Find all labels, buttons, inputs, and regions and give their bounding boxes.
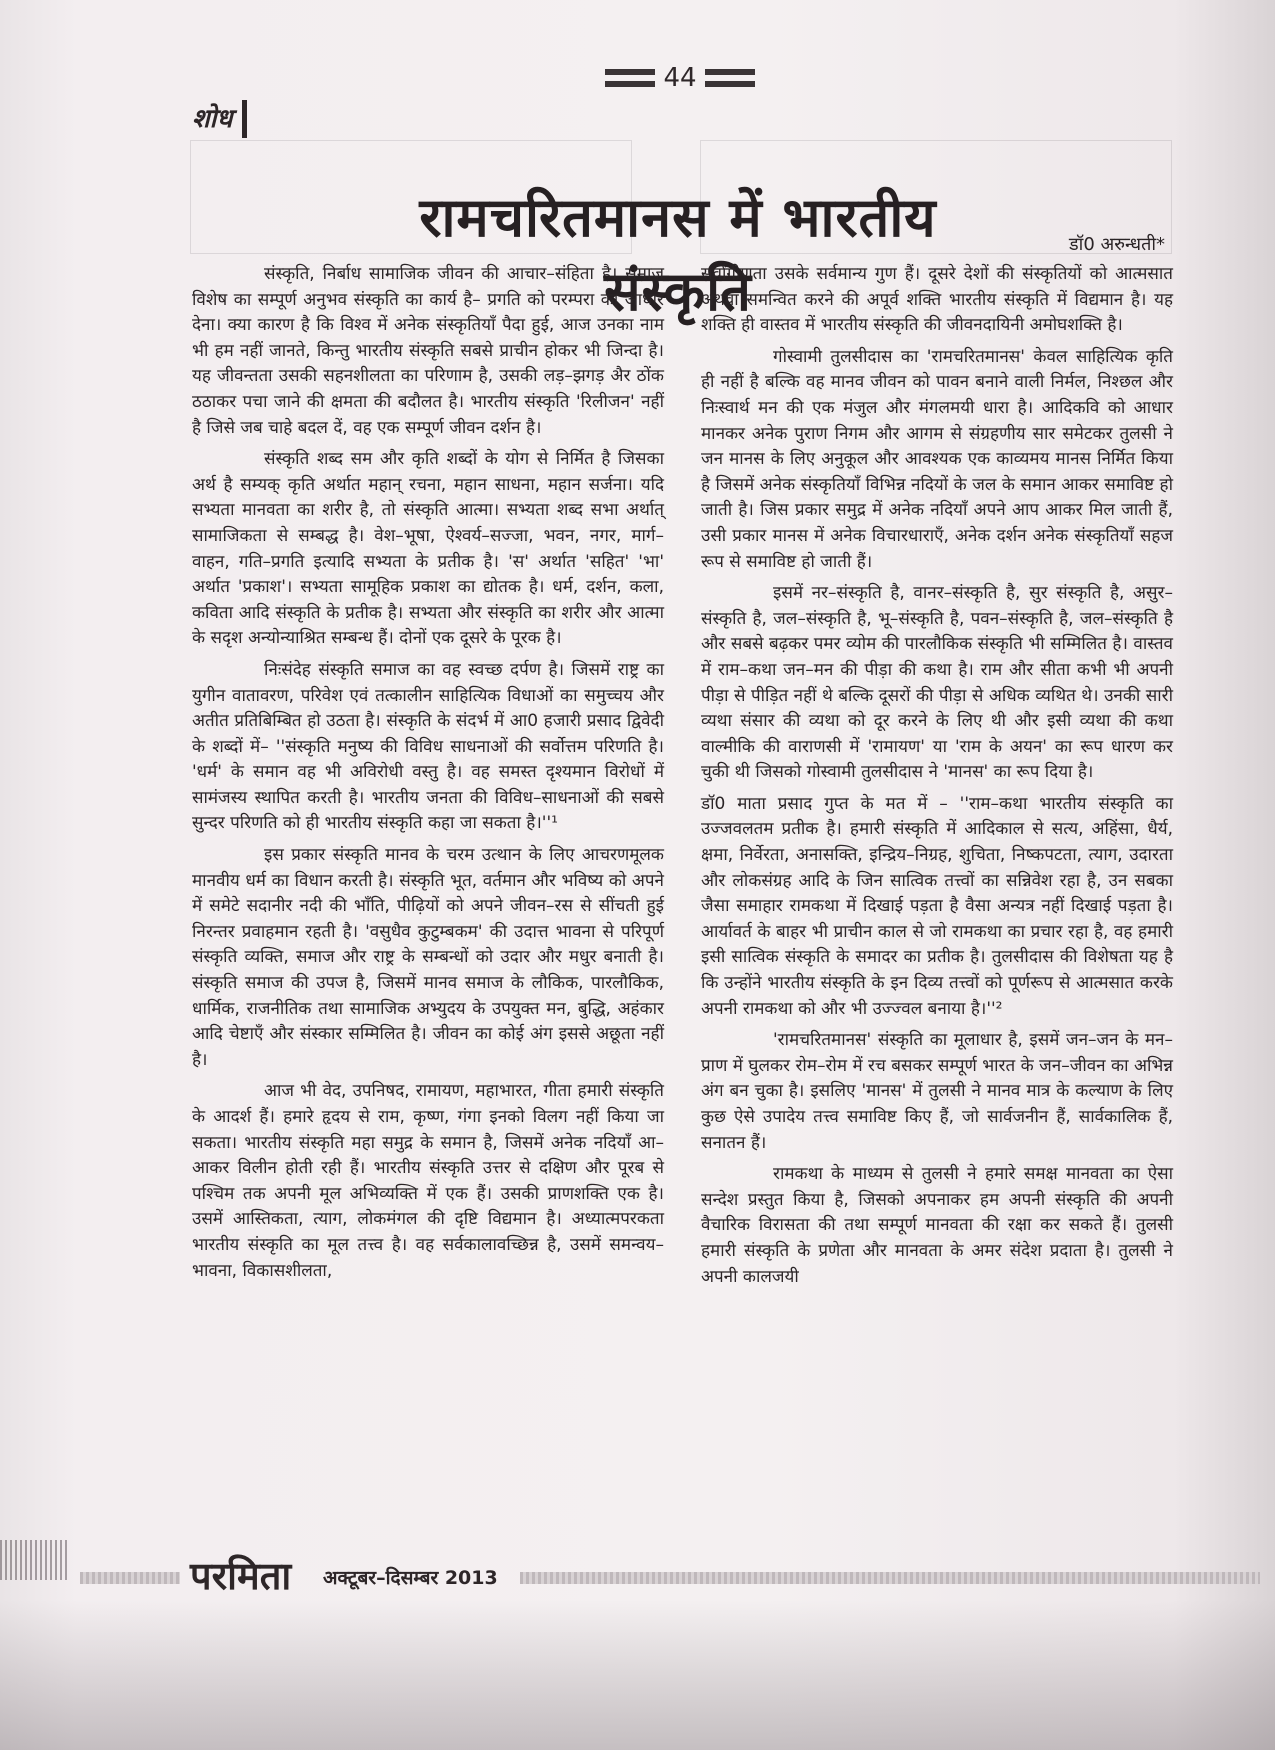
page-number-right-bars — [705, 69, 755, 87]
page-shadow — [0, 1600, 1275, 1750]
left-column — [192, 262, 664, 1284]
paragraph: 'रामचरितमानस' संस्कृति का मूलाधार है, इसमें जन–जन के मन–प्राण में घुलकर रोम–रोम में रच बसकर सम्पूर्ण भारत के जन–जीवन का अभिन्न अंग बन चुका है। इसलिए 'मानस' में तुलसी ने मानव मात्र के कल्याण के लिए कुछ ऐसे उपादेय तत्त्व समाविष्ट किए हैं, जो सार्वजनीन हैं, सार्वकालिक हैं, सनातन हैं। — [701, 1030, 1173, 1153]
article-title: रामचरितमानस में भारतीय संस्कृति — [419, 186, 937, 324]
footer-stripe-left — [80, 1572, 180, 1584]
page-number-ornament — [600, 48, 760, 108]
page-footer — [0, 1552, 1275, 1600]
paragraph: इसमें नर–संस्कृति है, वानर–संस्कृति है, सुर संस्कृति है, असुर–संस्कृति है, जल–संस्कृति है, भू–संस्कृति है, पवन–संस्कृति है, जल–संस्कृति है और सबसे बढ़कर पमर व्योम की पारलौकिक संस्कृति भी सम्मिलित है। वास्तव में राम–कथा जन–मन की पीड़ा की कथा है। राम और सीता कभी भी अपनी पीड़ा से पीड़ित नहीं थे बल्कि दूसरों की पीड़ा से अधिक व्यथित थे। उनकी सारी व्यथा संसार की व्यथा को दूर करने के लिए थी और इसी व्यथा की कथा वाल्मीकि की वाराणसी में 'रामायण' या 'राम के अयन' का रूप धारण कर चुकी थी जिसको गोस्वामी तुलसीदास ने 'मानस' का रूप दिया है। — [701, 583, 1173, 783]
right-column — [701, 262, 1173, 1290]
issue-date: अक्टूबर–दिसम्बर 2013 — [323, 1567, 498, 1589]
section-tag: शोध — [192, 100, 247, 138]
article-author: डॉ0 अरुन्धती* — [1069, 234, 1165, 255]
paragraph: संस्कृति, निर्बाध सामाजिक जीवन की आचार–संहिता है। समाज विशेष का सम्पूर्ण अनुभव संस्कृति का कार्य है– प्रगति को परम्परा का आधार देना। क्या कारण है कि विश्व में अनेक संस्कृतियाँ पैदा हुई, आज उनका नाम भी हम नहीं जानते, किन्तु भारतीय संस्कृति सबसे प्राचीन होकर भी जिन्दा है। यह जीवन्तता उसकी सहनशीलता का परिणाम है, उसकी लड़–झगड़ अैर ठोंक ठठाकर पचा जाने की क्षमता की बदौलत है। भारतीय संस्कृति 'रिलीजन' नहीं है जिसे जब चाहे बदल दें, वह एक सम्पूर्ण जीवन दर्शन है। — [192, 264, 664, 438]
footer-stripe-right — [520, 1572, 1260, 1584]
paragraph: इस प्रकार संस्कृति मानव के चरम उत्थान के लिए आचरणमूलक मानवीय धर्म का विधान करती है। संस्कृति भूत, वर्तमान और भविष्य को अपने में समेटे सदानीर नदी की भाँति, पीढ़ियों को अपने जीवन–रस से सींचती हुई निरन्तर प्रवाहमान रहती है। 'वसुधैव कुटुम्बकम' की उदात्त भावना से परिपूर्ण संस्कृति व्यक्ति, समाज और राष्ट्र के सम्बन्धों को उदार और मधुर बनाती है। संस्कृति समाज की उपज है, जिसमें मानव समाज के लौकिक, पारलौकिक, धार्मिक, राजनीतिक तथा सामाजिक अभ्युदय के उपयुक्त मन, बुद्धि, अहंकार आदि चेष्टाएँ और संस्कार सम्मिलित है। जीवन का कोई अंग इससे अछूता नहीं है। — [192, 845, 664, 1070]
paragraph: संस्कृति शब्द सम और कृति शब्दों के योग से निर्मित है जिसका अर्थ है सम्यक् कृति अर्थात महान् रचना, महान साधना, महान सर्जना। यदि सभ्यता मानवता का शरीर है, तो संस्कृति आत्मा। सभ्यता शब्द सभा अर्थात् सामाजिकता से सम्बद्ध है। वेश–भूषा, ऐश्वर्य–सज्जा, भवन, नगर, मार्ग–वाहन, गति–प्रगति इत्यादि सभ्यता के प्रतीक है। 'स' अर्थात 'सहित' 'भा' अर्थात 'प्रकाश'। सभ्यता सामूहिक प्रकाश का द्योतक है। धर्म, दर्शन, कला, कविता आदि संस्कृति के प्रतीक है। सभ्यता और संस्कृति का शरीर और आत्मा के सदृश अन्योन्याश्रित सम्बन्ध हैं। दोनों एक दूसरे के पूरक है। — [192, 449, 664, 649]
page-number-left-bars — [605, 69, 655, 87]
paragraph: डॉ0 माता प्रसाद गुप्त के मत में – ''राम–कथा भारतीय संस्कृति का उज्जवलतम प्रतीक है। हमारी संस्कृति में आदिकाल से सत्य, अहिंसा, धैर्य, क्षमा, निर्वेरता, अनासक्ति, इन्द्रिय–निग्रह, शुचिता, निष्कपटता, त्याग, उदारता और लोकसंग्रह आदि के जिन सात्विक तत्त्वों का सन्निवेश रहा है, उन सबका जैसा समाहार रामकथा में दिखाई पड़ता है वैसा अन्यत्र नहीं दिखाई पड़ता है। आर्यावर्त के बाहर भी प्राचीन काल से जो रामकथा का प्रचार रहा है, वह हमारी इसी सात्विक संस्कृति के समादर का प्रतीक है। तुलसीदास की विशेषता यह है कि उन्होंने भारतीय संस्कृति के इन दिव्य तत्त्वों को पूर्णरूप से आत्मसात करके अपनी रामकथा को और भी उज्ज्वल बनाया है।''² — [701, 793, 1173, 1019]
paragraph: गोस्वामी तुलसीदास का 'रामचरितमानस' केवल साहित्यिक कृति ही नहीं है बल्कि वह मानव जीवन को पावन बनाने वाली निर्मल, निश्छल और निःस्वार्थ मन की एक मंजुल और मंगलमयी धारा है। आदिकवि को आधार मानकर अनेक पुराण निगम और आगम से संग्रहणीय सार समेटकर तुलसी ने जन मानस के लिए अनुकूल और आवश्यक एक काव्यमय मानस निर्मित किया है जिसमें अनेक संस्कृतियाँ विभिन्न नदियों के जल के समान आकर समाविष्ट हो जाती है। जिस प्रकार समुद्र में अनेक नदियाँ अपने आप आकर मिल जाती हैं, उसी प्रकार मानस में अनेक विचारधाराएँ, अनेक दर्शन अनेक संस्कृतियाँ सहज रूप से समाविष्ट हो जाती हैं। — [701, 346, 1173, 572]
page-number: 44 — [663, 63, 697, 93]
paragraph: सर्वांगीणता उसके सर्वमान्य गुण हैं। दूसरे देशों की संस्कृतियों को आत्मसात अथवा समन्वित करने की अपूर्व शक्ति भारतीय संस्कृति में विद्यमान है। यह शक्ति ही वास्तव में भारतीय संस्कृति की जीवनदायिनी अमोघशक्ति है। — [701, 264, 1173, 336]
paragraph: रामकथा के माध्यम से तुलसी ने हमारे समक्ष मानवता का ऐसा सन्देश प्रस्तुत किया है, जिसको अपनाकर हम अपनी संस्कृति की अपनी वैचारिक विरासता की तथा सम्पूर्ण मानवता की रक्षा कर सकते हैं। तुलसी हमारी संस्कृति के प्रणेता और मानवता के अमर संदेश प्रदाता है। तुलसी ने अपनी कालजयी — [701, 1164, 1173, 1287]
paragraph: निःसंदेह संस्कृति समाज का वह स्वच्छ दर्पण है। जिसमें राष्ट्र का युगीन वातावरण, परिवेश एवं तत्कालीन साहित्यिक विधाओं का समुच्चय और अतीत प्रतिबिम्बित हो उठता है। संस्कृति के संदर्भ में आ0 हजारी प्रसाद द्विवेदी के शब्दों में– ''संस्कृति मनुष्य की विविध साधनाओं की सर्वोत्तम परिणति है। 'धर्म' के समान वह भी अविरोधी वस्तु है। वह समस्त दृश्यमान विरोधों में सामंजस्य स्थापित करती है। भारतीय जनता की विविध–साधनाओं की सबसे सुन्दर परिणति को ही भारतीय संस्कृति कहा जा सकता है।''¹ — [192, 659, 664, 834]
paragraph: आज भी वेद, उपनिषद, रामायण, महाभारत, गीता हमारी संस्कृति के आदर्श हैं। हमारे हृदय से राम, कृष्ण, गंगा इनको विलग नहीं किया जा सकता। भारतीय संस्कृति महा समुद्र के समान है, जिसमें अनेक नदियाँ आ–आकर विलीन होती रही हैं। भारतीय संस्कृति उत्तर से दक्षिण और पूरब से पश्चिम तक अपनी मूल अभिव्यक्ति में एक हैं। उसकी प्राणशक्ति एक है। उसमें आस्तिकता, त्याग, लोकमंगल की दृष्टि विद्यमान है। अध्यात्मपरकता भारतीय संस्कृति का मूल तत्त्व है। वह सर्वकालावच्छिन्न है, उसमें समन्वय–भावना, विकासशीलता, — [192, 1081, 664, 1281]
magazine-logo: परमिता — [190, 1554, 292, 1598]
